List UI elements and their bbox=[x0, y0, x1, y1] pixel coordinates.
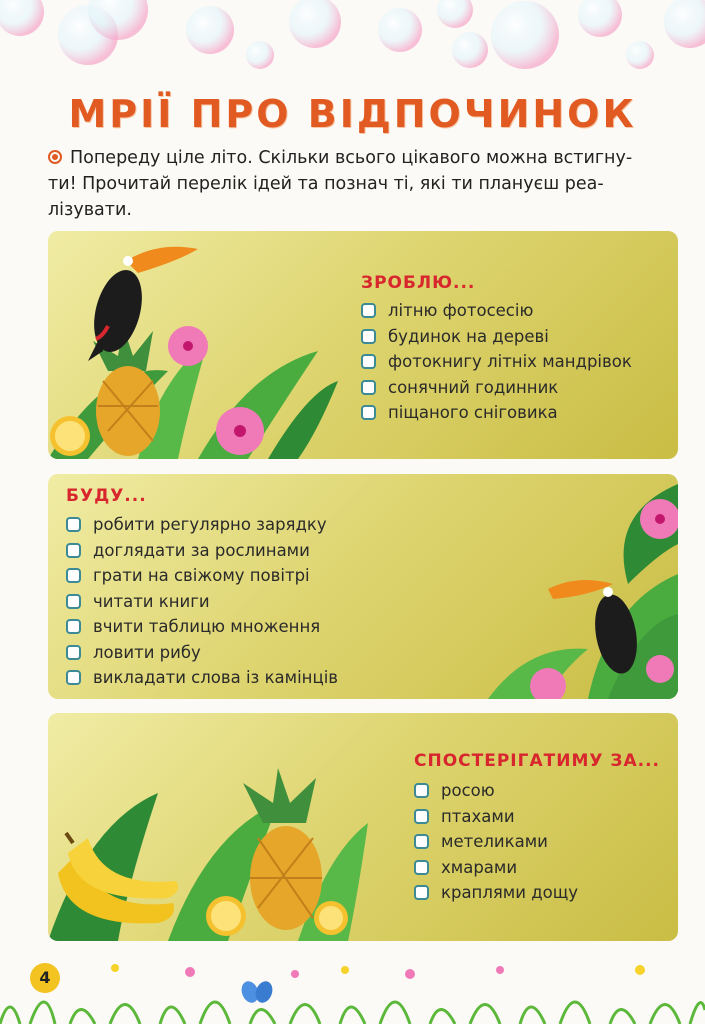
list-item[interactable]: доглядати за рослинами bbox=[66, 538, 338, 564]
section-heading: БУДУ... bbox=[66, 486, 147, 506]
bullet-icon bbox=[48, 150, 62, 164]
bubble-icon bbox=[0, 0, 705, 69]
panel-sposterihatymu bbox=[48, 713, 678, 941]
list-item[interactable]: ловити рибу bbox=[66, 640, 338, 666]
checkbox-icon[interactable] bbox=[361, 354, 376, 369]
list-item[interactable]: метеликами bbox=[414, 829, 578, 855]
checkbox-icon[interactable] bbox=[414, 860, 429, 875]
checkbox-icon[interactable] bbox=[66, 517, 81, 532]
lemon-slice-icon bbox=[50, 416, 90, 456]
list-item[interactable]: робити регулярно зарядку bbox=[66, 512, 338, 538]
checkbox-icon[interactable] bbox=[66, 543, 81, 558]
list-item[interactable]: птахами bbox=[414, 804, 578, 830]
checkbox-icon[interactable] bbox=[414, 885, 429, 900]
checkbox-icon[interactable] bbox=[66, 645, 81, 660]
checkbox-icon[interactable] bbox=[361, 380, 376, 395]
panel-budu bbox=[48, 474, 678, 699]
list-item[interactable]: читати книги bbox=[66, 589, 338, 615]
panel-zroblyu bbox=[48, 231, 678, 459]
checkbox-icon[interactable] bbox=[361, 303, 376, 318]
list-item[interactable]: грати на свіжому повітрі bbox=[66, 563, 338, 589]
list-item[interactable]: літню фотосесію bbox=[361, 298, 632, 324]
checklist bbox=[414, 778, 578, 906]
bubbles-decoration bbox=[0, 0, 705, 80]
grass-decoration bbox=[0, 950, 705, 1024]
list-item[interactable]: краплями дощу bbox=[414, 880, 578, 906]
list-item[interactable]: будинок на дереві bbox=[361, 324, 632, 350]
list-item[interactable]: фотокнигу літніх мандрівок bbox=[361, 349, 632, 375]
list-item[interactable]: росою bbox=[414, 778, 578, 804]
checkbox-icon[interactable] bbox=[361, 329, 376, 344]
checkbox-icon[interactable] bbox=[414, 834, 429, 849]
checklist bbox=[66, 512, 338, 691]
checkbox-icon[interactable] bbox=[66, 594, 81, 609]
list-item[interactable]: викладати слова із камінців bbox=[66, 665, 338, 691]
page-number: 4 bbox=[30, 963, 60, 993]
checkbox-icon[interactable] bbox=[414, 809, 429, 824]
list-item[interactable]: піщаного сніговика bbox=[361, 400, 632, 426]
list-item[interactable]: вчити таблицю множення bbox=[66, 614, 338, 640]
checklist bbox=[361, 298, 632, 426]
checkbox-icon[interactable] bbox=[361, 405, 376, 420]
section-heading: СПОСТЕРІГАТИМУ ЗА... bbox=[414, 751, 660, 771]
list-item[interactable]: хмарами bbox=[414, 855, 578, 881]
section-heading: ЗРОБЛЮ... bbox=[361, 273, 476, 293]
checkbox-icon[interactable] bbox=[66, 619, 81, 634]
butterfly-icon bbox=[239, 979, 276, 1005]
tropical-illustration bbox=[48, 713, 678, 941]
checkbox-icon[interactable] bbox=[66, 568, 81, 583]
intro-text: Попереду ціле літо. Скільки всього цікавого можна встигну- ти! Прочитай перелік ідей та познач ті, які ти плануєш реа- лізувати. bbox=[48, 148, 633, 220]
page-title: МРІЇ ПРО ВІДПОЧИНОК bbox=[68, 92, 637, 136]
list-item[interactable]: сонячний годинник bbox=[361, 375, 632, 401]
checkbox-icon[interactable] bbox=[66, 670, 81, 685]
checkbox-icon[interactable] bbox=[414, 783, 429, 798]
